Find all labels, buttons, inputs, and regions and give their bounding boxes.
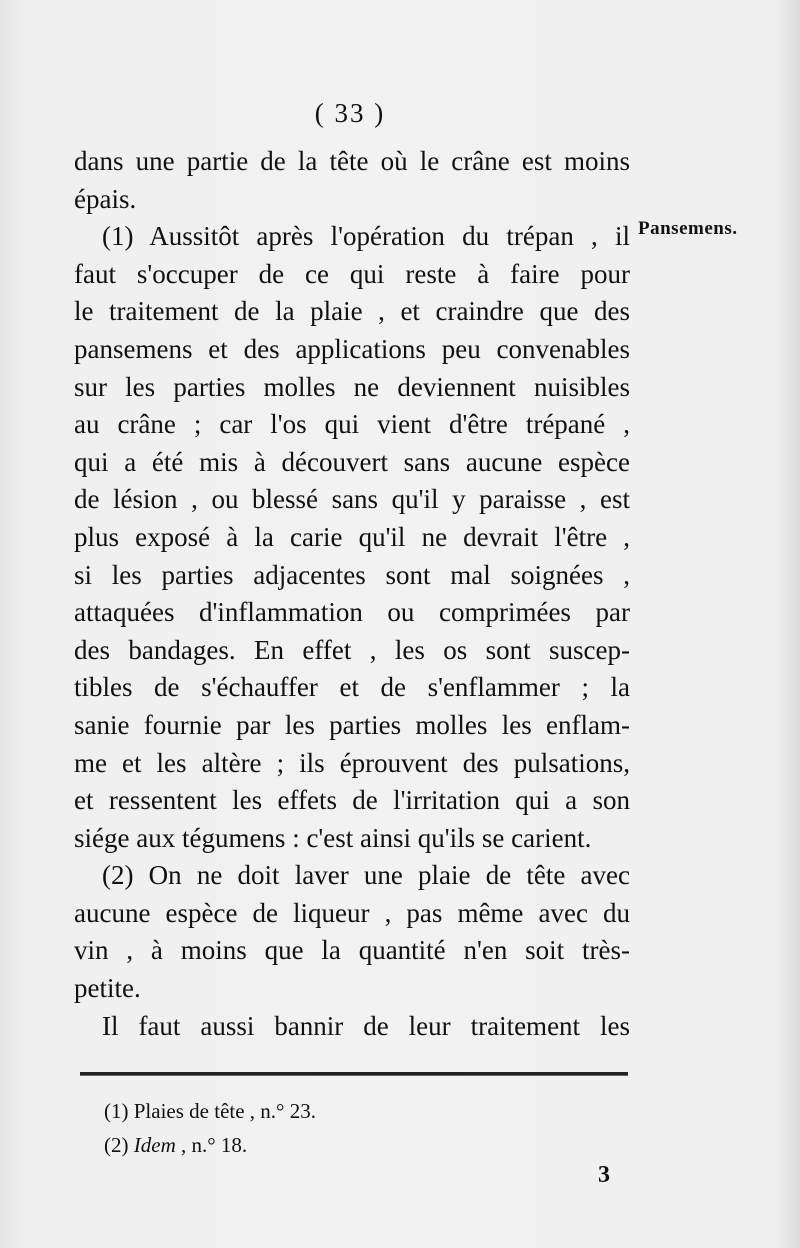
text-line: au crâne ; car l'os qui vient d'être trépané , [74,409,630,440]
footnotes [104,1094,316,1162]
text-line: le traitement de la plaie , et craindre que des [74,296,630,327]
text-line: qui a été mis à découvert sans aucune espèce [74,446,630,477]
body-text [74,143,630,1045]
text-line: (1) Aussitôt après l'opération du trépan , il [102,221,630,252]
signature-mark: 3 [598,1162,610,1188]
text-line: plus exposé à la carie qu'il ne devrait l'être , [74,521,630,552]
text-line: de lésion , ou blessé sans qu'il y paraisse , est [74,484,630,515]
text-line: tibles de s'échauffer et de s'enflammer ; la [74,672,630,703]
text-line: et ressentent les effets de l'irritation qui a son [74,785,630,816]
text-line: sanie fournie par les parties molles les enflam- [74,709,630,740]
footnote-text: Plaies de tête , n.° 23. [133,1099,316,1123]
text-line: faut s'occuper de ce qui reste à faire pour [74,258,630,289]
footnote-text: , n.° 18. [175,1133,248,1157]
text-line: des bandages. En effet , les os sont suscep- [74,634,630,665]
footnote-italic-text: Idem [133,1133,176,1157]
text-line: si les parties adjacentes sont mal soignées , [74,559,630,590]
text-line: sur les parties molles ne deviennent nuisibles [74,371,630,402]
text-line: siége aux tégumens : c'est ainsi qu'ils se carient. [74,822,592,853]
text-line: attaquées d'inflammation ou comprimées par [74,597,630,628]
footnote-2 [104,1128,316,1162]
text-line: épais. [74,183,137,214]
footnote-marker: (1) [104,1099,129,1123]
text-line: vin , à moins que la quantité n'en soit très- [74,935,630,966]
text-line: Il faut aussi bannir de leur traitement les [102,1010,630,1041]
text-line: me et les altère ; ils éprouvent des pulsations, [74,747,630,778]
text-line: dans une partie de la tête où le crâne est moins [74,146,630,176]
text-line: pansemens et des applications peu convenables [74,333,630,364]
text-line: petite. [74,973,141,1004]
text-line: aucune espèce de liqueur , pas même avec du [74,897,630,928]
margin-note: Pansemens. [638,218,738,239]
footnote-marker: (2) [104,1133,129,1157]
footnote-1 [104,1094,316,1128]
footnote-divider [80,1072,628,1076]
text-line: (2) On ne doit laver une plaie de tête avec [102,860,630,891]
page-number: ( 33 ) [314,98,386,128]
